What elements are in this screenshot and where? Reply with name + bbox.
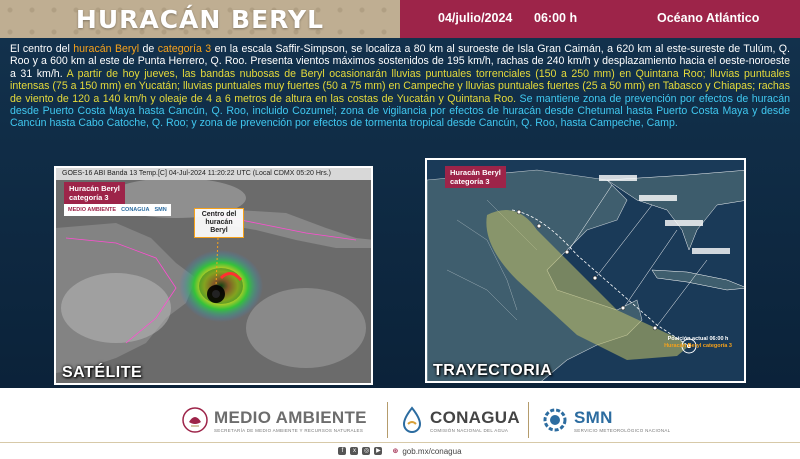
page-title: HURACÁN BERYL (75, 5, 325, 34)
satellite-image (54, 166, 373, 385)
smn-gear-icon (542, 406, 568, 434)
smn-logo (542, 406, 670, 434)
satellite-banner (64, 182, 125, 204)
instagram-icon[interactable]: ◎ (363, 448, 370, 454)
satellite-logos (64, 204, 171, 216)
trajectory-banner-line2: categoría 3 (450, 177, 490, 186)
current-position-time: Posición actual 06:00 h (667, 336, 729, 342)
bulletin-p1-b: de (139, 43, 158, 55)
bulletin-time: 06:00 h (534, 11, 578, 25)
bulletin-text (10, 43, 790, 130)
satellite-banner-line2: categoría 3 (69, 193, 109, 202)
eagle-seal-icon (182, 406, 208, 434)
conagua-url[interactable]: gob.mx/conagua (402, 446, 462, 456)
ocean-label: Océano Atlántico (657, 11, 760, 25)
warning-zones: Se mantiene zona de prevención por efectos de huracán desde Puerto Costa Maya hasta Cancún, Q. Roo, incluido Cozumel; zona de vigilancia por efectos de huracán desde Chetumal hasta Puerto Costa Maya y desde Cancún hasta Cabo Catoche, Q. Roo; y zona de prevención por efectos de tormenta tropical desde Cancún, Q. Roo, hasta Campeche, Camp. (10, 92, 790, 130)
trajectory-banner (445, 166, 506, 188)
footer-divider-2 (528, 402, 529, 438)
conagua-mini-logo: CONAGUA (121, 207, 150, 213)
x-icon[interactable]: x (350, 447, 358, 455)
smn-name: SMN (574, 407, 613, 427)
current-position-label (663, 336, 733, 350)
conagua-name: CONAGUA (430, 407, 520, 427)
medio-ambiente-logo (182, 406, 367, 434)
bulletin-p1-a: El centro del (10, 43, 74, 55)
satellite-banner-line1: Huracán Beryl (69, 184, 120, 193)
bulletin-p1-c: en la escala Saffir-Simpson, se localiza a 80 km al suroeste de Isla Gran Caimán, a 620 km al este-sureste de Tulúm, Q. Roo y a 600 km al este de Punta Herrero, Q. Roo. Presenta vientos máximos sostenidos de 195 km/h, rachas de 240 km/h y desplazamiento hacia el oeste-noroeste a 31 km/h. (10, 43, 790, 80)
header (0, 0, 800, 38)
facebook-icon[interactable]: f (338, 447, 346, 455)
storm-center-callout: Centro del huracán Beryl (194, 208, 244, 238)
trajectory-banner-line1: Huracán Beryl (450, 168, 501, 177)
conagua-sub: COMISIÓN NACIONAL DEL AGUA (430, 427, 509, 433)
conagua-logo (400, 406, 520, 434)
satellite-caption: SATÉLITE (62, 364, 143, 381)
trajectory-caption: TRAYECTORIA (433, 362, 553, 379)
medio-ambiente-mini-logo: MEDIO AMBIENTE (68, 207, 117, 213)
header-title-area (0, 0, 400, 38)
smn-mini-logo: SMN (154, 207, 167, 213)
header-info-bar (400, 0, 800, 38)
storm-name: huracán Beryl (73, 43, 140, 55)
youtube-icon[interactable]: ▶ (376, 448, 381, 454)
smn-sub: SERVICIO METEOROLÓGICO NACIONAL (574, 427, 671, 433)
footer-divider-1 (387, 402, 388, 438)
gob-mx-icon: ⊛ (392, 448, 399, 455)
current-position-storm: Huracán Beryl categoría 3 (664, 343, 732, 349)
trajectory-image (425, 158, 746, 383)
bulletin-date: 04/julio/2024 (438, 11, 513, 25)
rain-forecast: A partir de hoy jueves, las bandas nubosas de Beryl ocasionarán lluvias puntuales torrenciales (150 a 250 mm) en Quintana Roo; lluvias puntuales intensas (75 a 150 mm) en Yucatán; lluvias puntuales muy fuertes (50 a 75 mm) en Campeche y lluvias puntuales fuertes (25 a 50 mm) en Tabasco y Chiapas; rachas de viento de 120 a 140 km/h y oleaje de 4 a 6 metros de altura en las costas de Yucatán y Quintana Roo. (10, 67, 790, 105)
water-drop-icon (400, 406, 424, 434)
medio-ambiente-sub: SECRETARÍA DE MEDIO AMBIENTE Y RECURSOS NATURALES (214, 427, 364, 433)
social-bar (0, 443, 800, 459)
satellite-timestamp: GOES-16 ABI Banda 13 Temp.[C] 04-Jul-2024 11:20:22 UTC (Local CDMX 05:20 Hrs.) (56, 168, 371, 180)
medio-ambiente-name: MEDIO AMBIENTE (214, 407, 367, 427)
storm-category: categoría 3 (157, 43, 212, 55)
